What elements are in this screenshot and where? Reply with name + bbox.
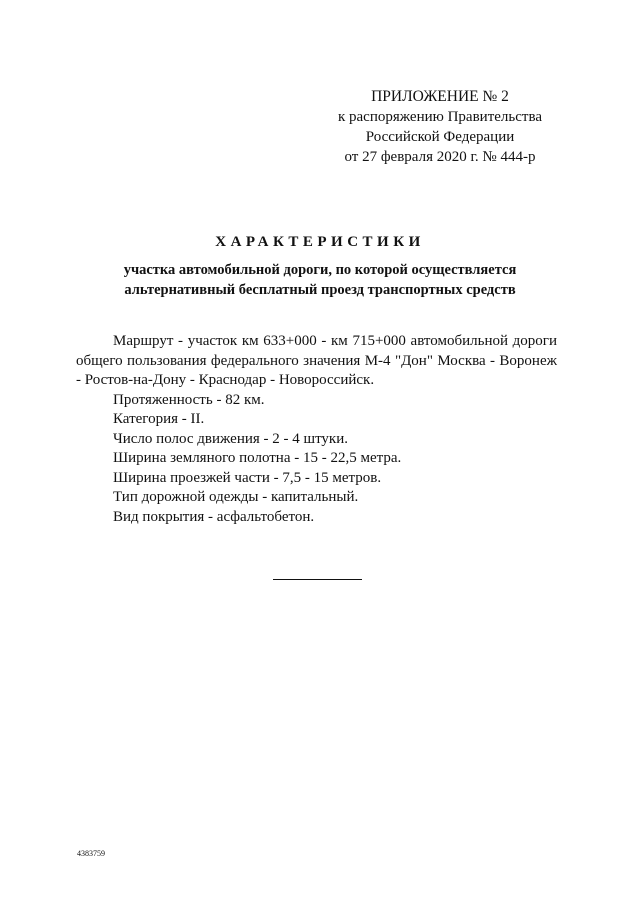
subtitle-line-2: альтернативный бесплатный проезд транспортных средств [124,282,516,298]
document-code: 4383759 [77,849,105,858]
appendix-line-date: от 27 февраля 2020 г. № 444-р [344,149,536,165]
appendix-heading: ПРИЛОЖЕНИЕ № 2 [371,88,509,105]
end-divider [273,579,362,580]
document-body [76,332,557,527]
length-line: Протяженность - 82 км. [113,391,265,408]
carriageway-width-line: Ширина проезжей части - 7,5 - 15 метров. [113,469,382,486]
route-paragraph: Маршрут - участок км 633+000 - км 715+000 автомобильной дороги общего пользования федерального значения М-4 "Дон" Москва - Воронеж - Ростов-на-Дону - Краснодар - Новороссийск. [76,333,557,388]
roadbed-width-line: Ширина земляного полотна - 15 - 22,5 метра. [113,450,402,466]
category-line: Категория - II. [113,411,205,427]
document-subtitle [0,260,640,300]
appendix-line-federation: Российской Федерации [365,129,515,145]
pavement-type-line: Тип дорожной одежды - капитальный. [113,489,359,505]
document-title: ХАРАКТЕРИСТИКИ [215,234,425,250]
surface-type-line: Вид покрытия - асфальтобетон. [113,508,315,525]
appendix-line-order: к распоряжению Правительства [337,109,542,125]
subtitle-line-1: участка автомобильной дороги, по которой осуществляется [123,262,517,278]
lanes-line: Число полос движения - 2 - 4 штуки. [113,430,348,447]
appendix-block [330,87,550,167]
